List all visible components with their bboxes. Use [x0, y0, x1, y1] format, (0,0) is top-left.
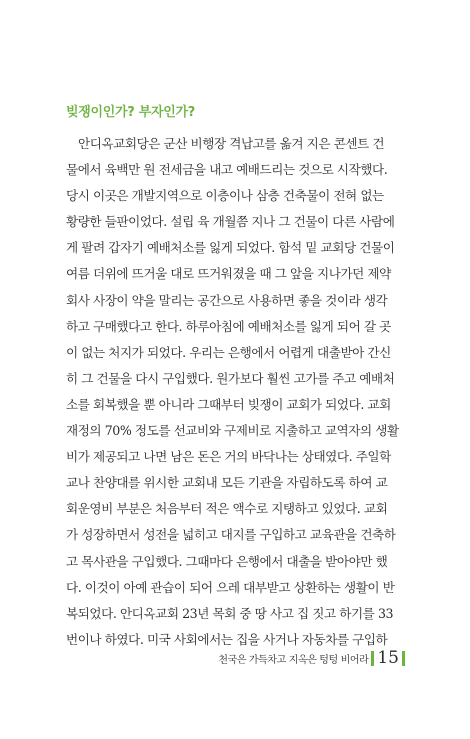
body-line: 회운영비 부분은 처음부터 적은 액수로 지탱하고 있었다. 교회	[66, 501, 388, 517]
body-line: 당시 이곳은 개발지역으로 이층이나 삼층 건축물이 전혀 없는	[66, 188, 384, 204]
body-line: 고 목사관을 구입했다. 그때마다 은행에서 대출을 받아야만 했	[66, 553, 388, 569]
body-line: 여름 더위에 뜨거울 대로 뜨거워졌을 때 그 앞을 지나가던 제약	[66, 266, 391, 282]
body-line: 황량한 들판이었다. 설립 육 개월쯤 지나 그 건물이 다른 사람에	[66, 214, 395, 230]
divider-bar	[371, 651, 374, 666]
page-number: 15	[377, 648, 399, 668]
body-line: 복되었다. 안디옥교회 23년 목회 중 땅 사고 집 짓고 하기를 33	[66, 605, 394, 621]
body-line: 하고 구매했다고 한다. 하루아침에 예배처소를 잃게 되어 갈 곳	[66, 318, 391, 334]
body-line: 게 팔려 갑자기 예배처소를 잃게 되었다. 함석 밑 교회당 건물이	[66, 240, 395, 256]
body-line: 소를 회복했을 뿐 아니라 그때부터 빚쟁이 교회가 되었다. 교회	[66, 396, 391, 412]
body-line: 교나 찬양대를 위시한 교회내 모든 기관을 자립하도록 하여 교	[66, 475, 388, 491]
page-footer	[218, 650, 408, 667]
body-line: 이 없는 처지가 되었다. 우리는 은행에서 어렵게 대출받아 간신	[66, 344, 391, 360]
divider-bar	[402, 651, 405, 666]
body-line: 히 그 건물을 다시 구입했다. 원가보다 훨씬 고가를 주고 예배처	[66, 370, 395, 386]
body-line: 다. 이것이 아예 관습이 되어 으레 대부받고 상환하는 생활이 반	[66, 579, 395, 595]
body-line: 안디옥교회당은 군산 비행장 격납고를 옮겨 지은 콘센트 건	[78, 136, 385, 151]
body-line: 비가 제공되고 나면 남은 돈은 거의 바닥나는 상태였다. 주일학	[66, 449, 391, 465]
running-title: 천국은 가득차고 지옥은 텅텅 비어라	[218, 655, 369, 666]
body-line: 회사 사장이 약을 말리는 공간으로 사용하면 좋을 것이라 생각	[66, 292, 388, 308]
body-line: 재정의 70% 정도를 선교비와 구제비로 지출하고 교역자의 생활	[66, 423, 399, 439]
body-line: 가 성장하면서 성전을 넓히고 대지를 구입하고 교육관을 건축하	[66, 527, 396, 543]
section-heading: 빚쟁이인가? 부자인가?	[66, 105, 196, 120]
body-line: 번이나 하였다. 미국 사회에서는 집을 사거나 자동차를 구입하	[66, 631, 388, 647]
body-line: 물에서 육백만 원 전세금을 내고 예배드리는 것으로 시작했다.	[66, 162, 388, 178]
body-text	[66, 131, 404, 653]
